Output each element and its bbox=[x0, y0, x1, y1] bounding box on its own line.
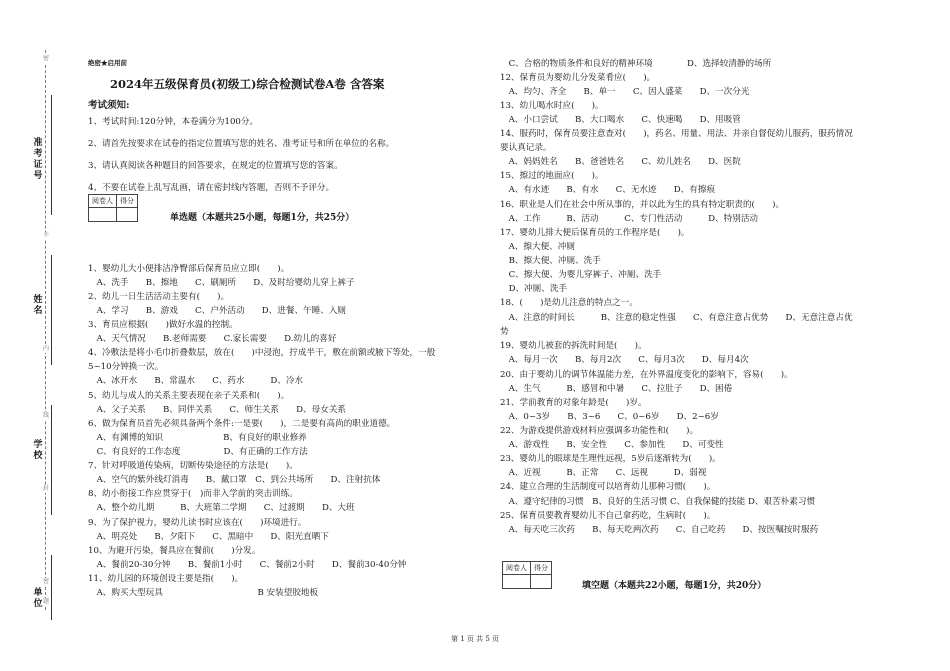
question-line: A、生气 B、感冒和中暑 C、拉肚子 D、困倦 bbox=[500, 384, 733, 394]
question-line: A、有水迹 B、有水 C、无水迹 D、有擦痕 bbox=[500, 185, 716, 195]
notice-item: 3、请认真阅读各种题目的回答要求，在规定的位置填写您的答案。 bbox=[88, 161, 343, 171]
reviewer-label: 阅卷人 bbox=[89, 195, 117, 208]
label-exam-number: 准 考 证 号 bbox=[33, 138, 43, 181]
seal-mark: 密 bbox=[39, 55, 53, 63]
question-line: C、擦大便、为婴儿穿裤子、冲厕、洗手 bbox=[500, 270, 662, 280]
question-line: 15、擦过的地面应( )。 bbox=[500, 171, 604, 181]
page-footer: 第 1 页 共 5 页 bbox=[450, 635, 500, 643]
question-line: A、天气情况 B.老师需要 C.家长需要 D.幼儿的喜好 bbox=[88, 334, 337, 344]
question-line: 1、婴幼儿大小便排洁净臀部后保育员应立即( )。 bbox=[88, 264, 290, 274]
question-line: 要认真记录。 bbox=[500, 143, 552, 153]
field-unit[interactable] bbox=[51, 555, 52, 620]
question-line: A、遵守纪律的习惯 B、良好的生活习惯 C、自我保健的技能 D、艰苦朴素习惯 bbox=[500, 497, 816, 507]
score-table-fill bbox=[502, 561, 552, 589]
question-line: 3、育员应根据( )做好水温的控制。 bbox=[88, 320, 238, 330]
question-line: 24、建立合理的生活制度可以培育幼儿那种习惯( )。 bbox=[500, 482, 716, 492]
question-line: C、有良好的工作态度 D、有正确的工作方法 bbox=[88, 447, 308, 457]
section-fill-blank: 填空题（本题共22小题，每题1分，共20分） bbox=[582, 581, 767, 591]
seal-line bbox=[45, 50, 46, 610]
score-cell[interactable] bbox=[531, 575, 552, 589]
seal-mark: 封 bbox=[39, 485, 53, 493]
question-line: 8、幼小衔接工作应贯穿于( )而非入学前的突击训练。 bbox=[88, 489, 298, 499]
notice-item: 1、考试时间:120分钟，本卷满分为100分。 bbox=[88, 117, 259, 127]
section-single-choice: 单选题（本题共25小题，每题1分，共25分） bbox=[170, 213, 355, 223]
question-line: A、近视 B、正常 C、远视 D、弱视 bbox=[500, 468, 707, 478]
question-line: A、注意的时间长 B、注意的稳定性强 C、有意注意占优势 D、无意注意占优 bbox=[500, 313, 853, 323]
notice-item: 4、不要在试卷上乱写乱画，请在密封线内答题，否则不予评分。 bbox=[88, 183, 335, 193]
reviewer-cell[interactable] bbox=[503, 575, 531, 589]
binding-margin bbox=[0, 0, 78, 671]
question-line: A、冰开水 B、常温水 C、药水 D、冷水 bbox=[88, 376, 304, 386]
question-line: A、洗手 B、擦地 C、刷厕所 D、及时给婴幼儿穿上裤子 bbox=[88, 278, 355, 288]
seal-mark: 内 bbox=[39, 345, 53, 353]
question-line: 14、服药时，保育员要注意查对( )，药名、用量、用法、并亲自督促幼儿服药，服药情况 bbox=[500, 129, 853, 139]
question-line: 13、幼儿喝水时应( )。 bbox=[500, 101, 604, 111]
question-line: 10、为避开污染，餐具应在餐前( )分发。 bbox=[88, 546, 261, 556]
question-line: A、整个幼儿期 B、大班第二学期 C、过渡期 D、大班 bbox=[88, 503, 355, 513]
question-line: A、擦大便、冲厕 bbox=[500, 242, 575, 252]
question-line: A、每天吃三次药 B、每天吃两次药 C、自己吃药 D、按医嘱按时服药 bbox=[500, 525, 819, 535]
question-line: 19、婴幼儿被套的拆洗时间是( )。 bbox=[500, 341, 647, 351]
question-line: A、餐前20-30分钟 B、餐前1小时 C、餐前2小时 D、餐前30-40分钟 bbox=[88, 560, 407, 570]
question-line: 25、保育员要教育婴幼儿不自己拿药吃，生病时( )。 bbox=[500, 511, 716, 521]
label-school: 学 校 bbox=[33, 440, 43, 461]
seal-mark: 密 bbox=[39, 578, 53, 586]
question-line: A、每月一次 B、每月2次 C、每月3次 D、每月4次 bbox=[500, 355, 749, 365]
question-line: 11、幼儿园的环境创设主要是指( )。 bbox=[88, 574, 244, 584]
secret-mark: 绝密★启用前 bbox=[88, 59, 127, 67]
seal-mark: 线 bbox=[39, 412, 53, 420]
question-line: 21、学前教育的对象年龄是( )岁。 bbox=[500, 398, 647, 408]
question-line: B、擦大便、冲厕、洗手 bbox=[500, 256, 601, 266]
question-line: 5~10分钟换一次。 bbox=[88, 362, 164, 372]
score-table-single bbox=[88, 194, 138, 222]
reviewer-label: 阅卷人 bbox=[503, 562, 531, 575]
question-line: C、合格的物质条件和良好的精神环境 D、选择较清静的场所 bbox=[500, 59, 772, 69]
field-name[interactable] bbox=[51, 255, 52, 365]
notice-item: 2、请首先按要求在试卷的指定位置填写您的姓名、准考证号和所在单位的名称。 bbox=[88, 139, 395, 149]
question-line: 17、婴幼儿排大便后保育员的工作程序是( )。 bbox=[500, 228, 690, 238]
question-line: A、父子关系 B、同伴关系 C、师生关系 D、母女关系 bbox=[88, 405, 347, 415]
exam-title: 2024年五级保育员(初级工)综合检测试卷A卷 含答案 bbox=[110, 77, 385, 91]
question-line: 9、为了保护视力，婴幼儿读书时应该在( )环境进行。 bbox=[88, 518, 307, 528]
question-line: 16、职业是人们在社会中所从事的，并以此为生的具有特定职责的( )。 bbox=[500, 200, 785, 210]
label-name: 姓 名 bbox=[33, 295, 43, 316]
question-line: A、明亮处 B、夕阳下 C、黑暗中 D、阳光直晒下 bbox=[88, 532, 329, 542]
question-line: 6、做为保育员首先必须具备两个条件:一是要( )，二是要有高尚的职业道德。 bbox=[88, 419, 396, 429]
question-line: A、均匀、齐全 B、单一 C、因人盛菜 D、一次分光 bbox=[500, 87, 750, 97]
score-label: 得分 bbox=[117, 195, 138, 208]
field-school[interactable] bbox=[51, 405, 52, 515]
question-line: A、有渊博的知识 B、有良好的职业修养 bbox=[88, 433, 307, 443]
question-line: A、购买大型玩具 B 安装望胶地板 bbox=[88, 588, 319, 598]
question-line: A、学习 B、游戏 C、户外活动 D、进餐、午睡、入厕 bbox=[88, 306, 347, 316]
question-line: A、妈妈姓名 B、爸爸姓名 C、幼儿姓名 D、医院 bbox=[500, 157, 741, 167]
question-line: 7、针对呼吸道传染病，切断传染途径的方法是( )。 bbox=[88, 461, 298, 471]
question-line: D、冲厕、洗手 bbox=[500, 284, 568, 294]
question-line: A、小口尝试 B、大口喝水 C、快速喝 D、用吸管 bbox=[500, 115, 741, 125]
label-unit: 单 位 bbox=[33, 588, 43, 609]
question-line: A、游戏性 B、安全性 C、参加性 D、可变性 bbox=[500, 440, 724, 450]
notice-heading: 考试须知: bbox=[88, 100, 130, 111]
seal-mark: 题 bbox=[39, 598, 53, 606]
question-line: A、0~3岁 B、3~6 C、0~6岁 D、2~6岁 bbox=[500, 412, 719, 422]
score-cell[interactable] bbox=[117, 208, 138, 222]
question-line: A、空气的紫外线灯消毒 B、戴口罩 C、到公共场所 D、注射抗体 bbox=[88, 475, 381, 485]
question-line: 5、幼儿与成人的关系主要表现在亲子关系和( )。 bbox=[88, 391, 290, 401]
question-line: 12、保育员为婴幼儿分发菜肴应( )。 bbox=[500, 73, 656, 83]
question-line: 2、幼儿一日生活活动主要有( )。 bbox=[88, 292, 230, 302]
question-line: 20、由于婴幼儿的调节体温能力差，在外界温度变化的影响下，容易( )。 bbox=[500, 370, 793, 380]
field-exam-number[interactable] bbox=[51, 95, 52, 215]
question-line: 18、( )是幼儿注意的特点之一。 bbox=[500, 298, 638, 308]
question-line: 4、冷敷法是将小毛巾折叠数层，放在( )中浸泡，拧成半干，敷在前额或腋下等处，一般 bbox=[88, 348, 436, 358]
seal-mark: 不 bbox=[39, 232, 53, 240]
question-line: 22、为游戏提供游戏材料应强调多功能性和( )。 bbox=[500, 426, 699, 436]
question-line: 势 bbox=[500, 327, 509, 337]
question-line: 23、婴幼儿的眼球是生理性远视，5岁后逐渐转为( )。 bbox=[500, 454, 721, 464]
reviewer-cell[interactable] bbox=[89, 208, 117, 222]
score-label: 得分 bbox=[531, 562, 552, 575]
question-line: A、工作 B、活动 C、专门性活动 D、特别活动 bbox=[500, 214, 759, 224]
